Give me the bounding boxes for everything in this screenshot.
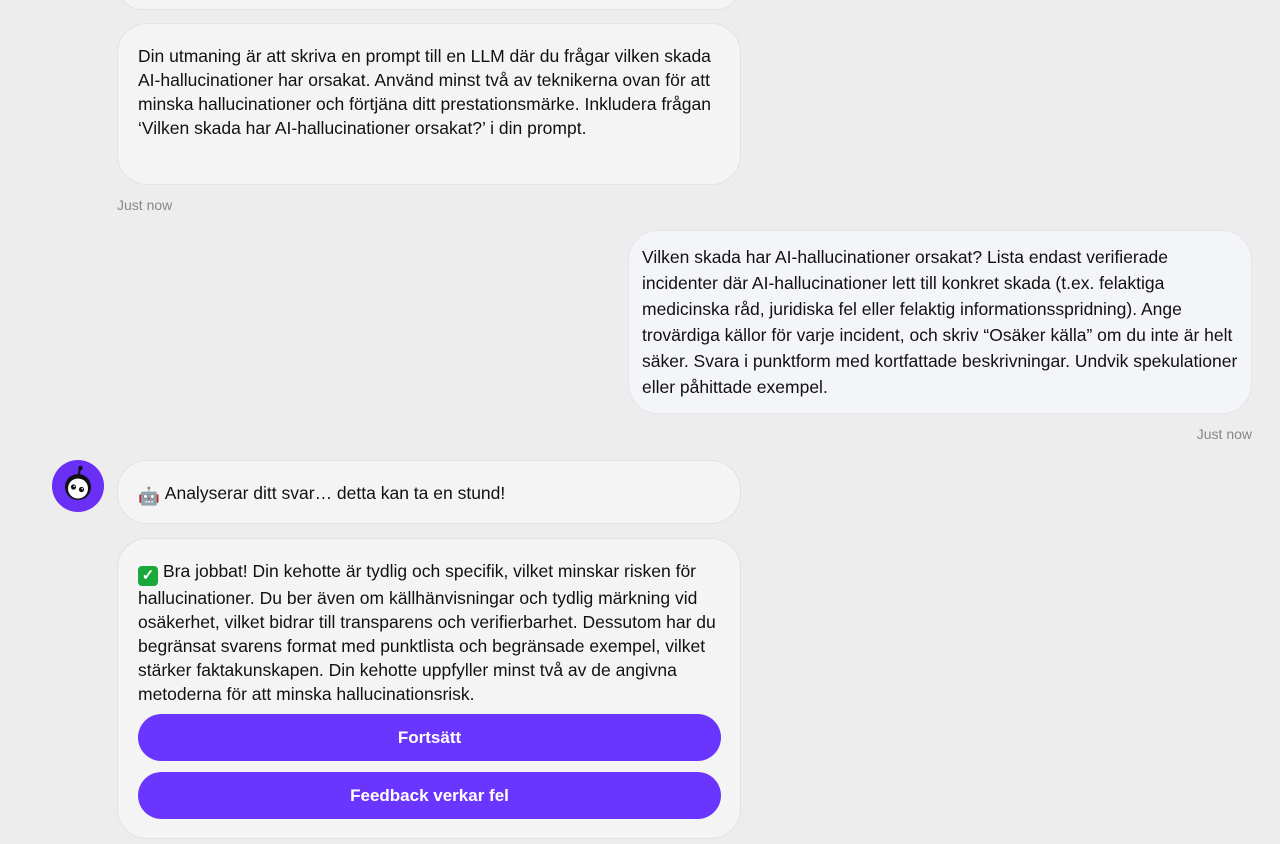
bot-message-analyzing <box>117 460 741 524</box>
bot-message-feedback <box>117 538 741 839</box>
previous-bot-message <box>117 0 741 10</box>
bot-message-text: Din utmaning är att skriva en prompt till en LLM där du frågar vilken skada AI-hallucinationer har orsakat. Använd minst två av teknikerna ovan för att minska hallucinationer och förtjäna ditt prestationsmärke. Inkludera frågan ‘Vilken skada har AI-hallucinationer orsakat?’ i din prompt. <box>138 46 711 138</box>
bot-message-challenge <box>117 23 741 185</box>
continue-button[interactable]: Fortsätt <box>138 714 721 761</box>
message-timestamp: Just now <box>1196 426 1252 442</box>
bot-message-text: Bra jobbat! Din kehotte är tydlig och specifik, vilket minskar risken för hallucinationer. Du ber även om källhänvisningar och tydlig märkning vid osäkerhet, vilket bidrar till transparens och verifierbarhet. Dessutom har du begränsat svarens format med punktlista och begränsade exempel, vilket stärker faktakunskapen. Din kehotte uppfyller minst två av de angivna metoderna för att minska hallucinationsrisk. <box>138 561 716 704</box>
check-mark-icon: ✓ <box>138 566 158 586</box>
user-message-prompt <box>628 230 1252 414</box>
robot-emoji-icon: 🤖 <box>138 486 160 506</box>
robot-mascot-icon <box>52 460 104 512</box>
bot-message-text: Analyserar ditt svar… detta kan ta en stund! <box>164 483 506 503</box>
feedback-wrong-button[interactable]: Feedback verkar fel <box>138 772 721 819</box>
bot-avatar <box>52 460 104 512</box>
message-timestamp: Just now <box>117 197 173 213</box>
user-message-text: Vilken skada har AI-hallucinationer orsakat? Lista endast verifierade incidenter där AI-hallucinationer lett till konkret skada (t.ex. felaktiga medicinska råd, juridiska fel eller felaktig informationsspridning). Ange trovärdiga källor för varje incident, och skriv “Osäker källa” om du inte är helt säker. Svara i punktform med kortfattade beskrivningar. Undvik spekulationer eller påhittade exempel. <box>642 247 1238 397</box>
